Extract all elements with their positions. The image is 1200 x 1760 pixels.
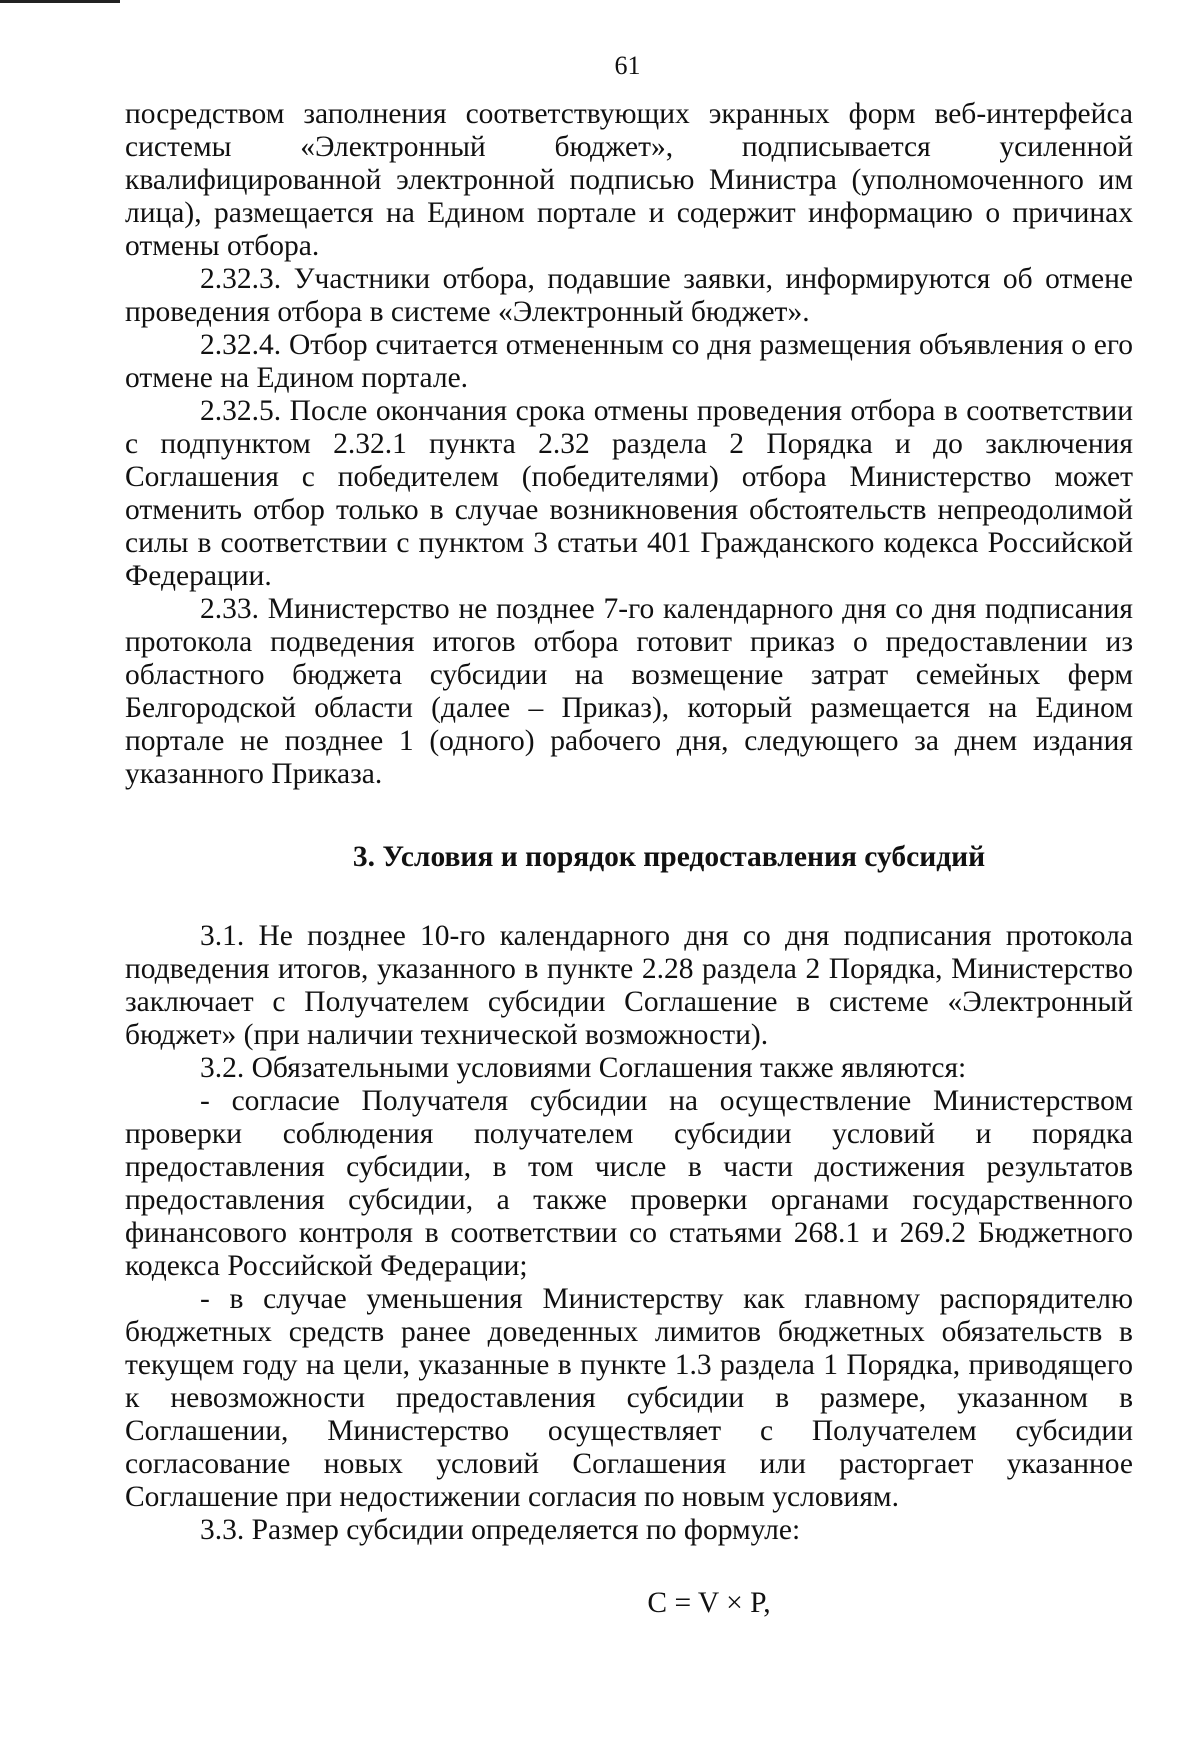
paragraph-continuation: посредством заполнения соответствующих экранных форм веб-интерфейса системы «Электронный бюджет», подписывается усиленной квалифицированной электронной подписью Министра (уполномоченного им лица), размещается на Едином портале и содержит информацию о причинах отмены отбора.: [125, 98, 1133, 262]
document-body: [125, 98, 1133, 1620]
paragraph-3-3: 3.3. Размер субсидии определяется по формуле:: [200, 1514, 801, 1546]
scan-edge-mark: [0, 0, 120, 3]
section-heading: 3. Условия и порядок предоставления субсидий: [352, 841, 986, 873]
subsidy-formula: C = V × P,: [647, 1587, 771, 1619]
paragraph-2-33: 2.33. Министерство не позднее 7-го календарного дня со дня подписания протокола подведения итогов отбора готовит приказ о предоставлении из областного бюджета субсидии на возмещение затрат семейных ферм Белгородской области (далее – Приказ), который размещается на Едином портале не позднее 1 (одного) рабочего дня, следующего за днем издания указанного Приказа.: [125, 593, 1133, 790]
page-number: 61: [614, 51, 641, 80]
paragraph-condition-1: - согласие Получателя субсидии на осуществление Министерством проверки соблюдения получателем субсидии условий и порядка предоставления субсидии, в том числе в части достижения результатов предоставления субсидии, а также проверки органами государственного финансового контроля в соответствии со статьями 268.1 и 269.2 Бюджетного кодекса Российской Федерации;: [125, 1085, 1133, 1282]
paragraph-2-32-4: 2.32.4. Отбор считается отмененным со дня размещения объявления о его отмене на Едином портале.: [125, 329, 1133, 394]
paragraph-3-2: 3.2. Обязательными условиями Соглашения также являются:: [200, 1052, 967, 1084]
paragraph-2-32-3: 2.32.3. Участники отбора, подавшие заявки, информируются об отмене проведения отбора в системе «Электронный бюджет».: [125, 263, 1133, 328]
paragraph-3-1: 3.1. Не позднее 10-го календарного дня со дня подписания протокола подведения итогов, указанного в пункте 2.28 раздела 2 Порядка, Министерство заключает с Получателем субсидии Соглашение в системе «Электронный бюджет» (при наличии технической возможности).: [125, 920, 1133, 1051]
paragraph-2-32-5: 2.32.5. После окончания срока отмены проведения отбора в соответствии с подпунктом 2.32.1 пункта 2.32 раздела 2 Порядка и до заключения Соглашения с победителем (победителями) отбора Министерство может отменить отбор только в случае возникновения обстоятельств непреодолимой силы в соответствии с пунктом 3 статьи 401 Гражданского кодекса Российской Федерации.: [125, 395, 1133, 592]
paragraph-condition-2: - в случае уменьшения Министерству как главному распорядителю бюджетных средств ранее доведенных лимитов бюджетных обязательств в текущем году на цели, указанные в пункте 1.3 раздела 1 Порядка, приводящего к невозможности предоставления субсидии в размере, указанном в Соглашении, Министерство осуществляет с Получателем субсидии согласование новых условий Соглашения или расторгает указанное Соглашение при недостижении согласия по новым условиям.: [125, 1283, 1133, 1513]
